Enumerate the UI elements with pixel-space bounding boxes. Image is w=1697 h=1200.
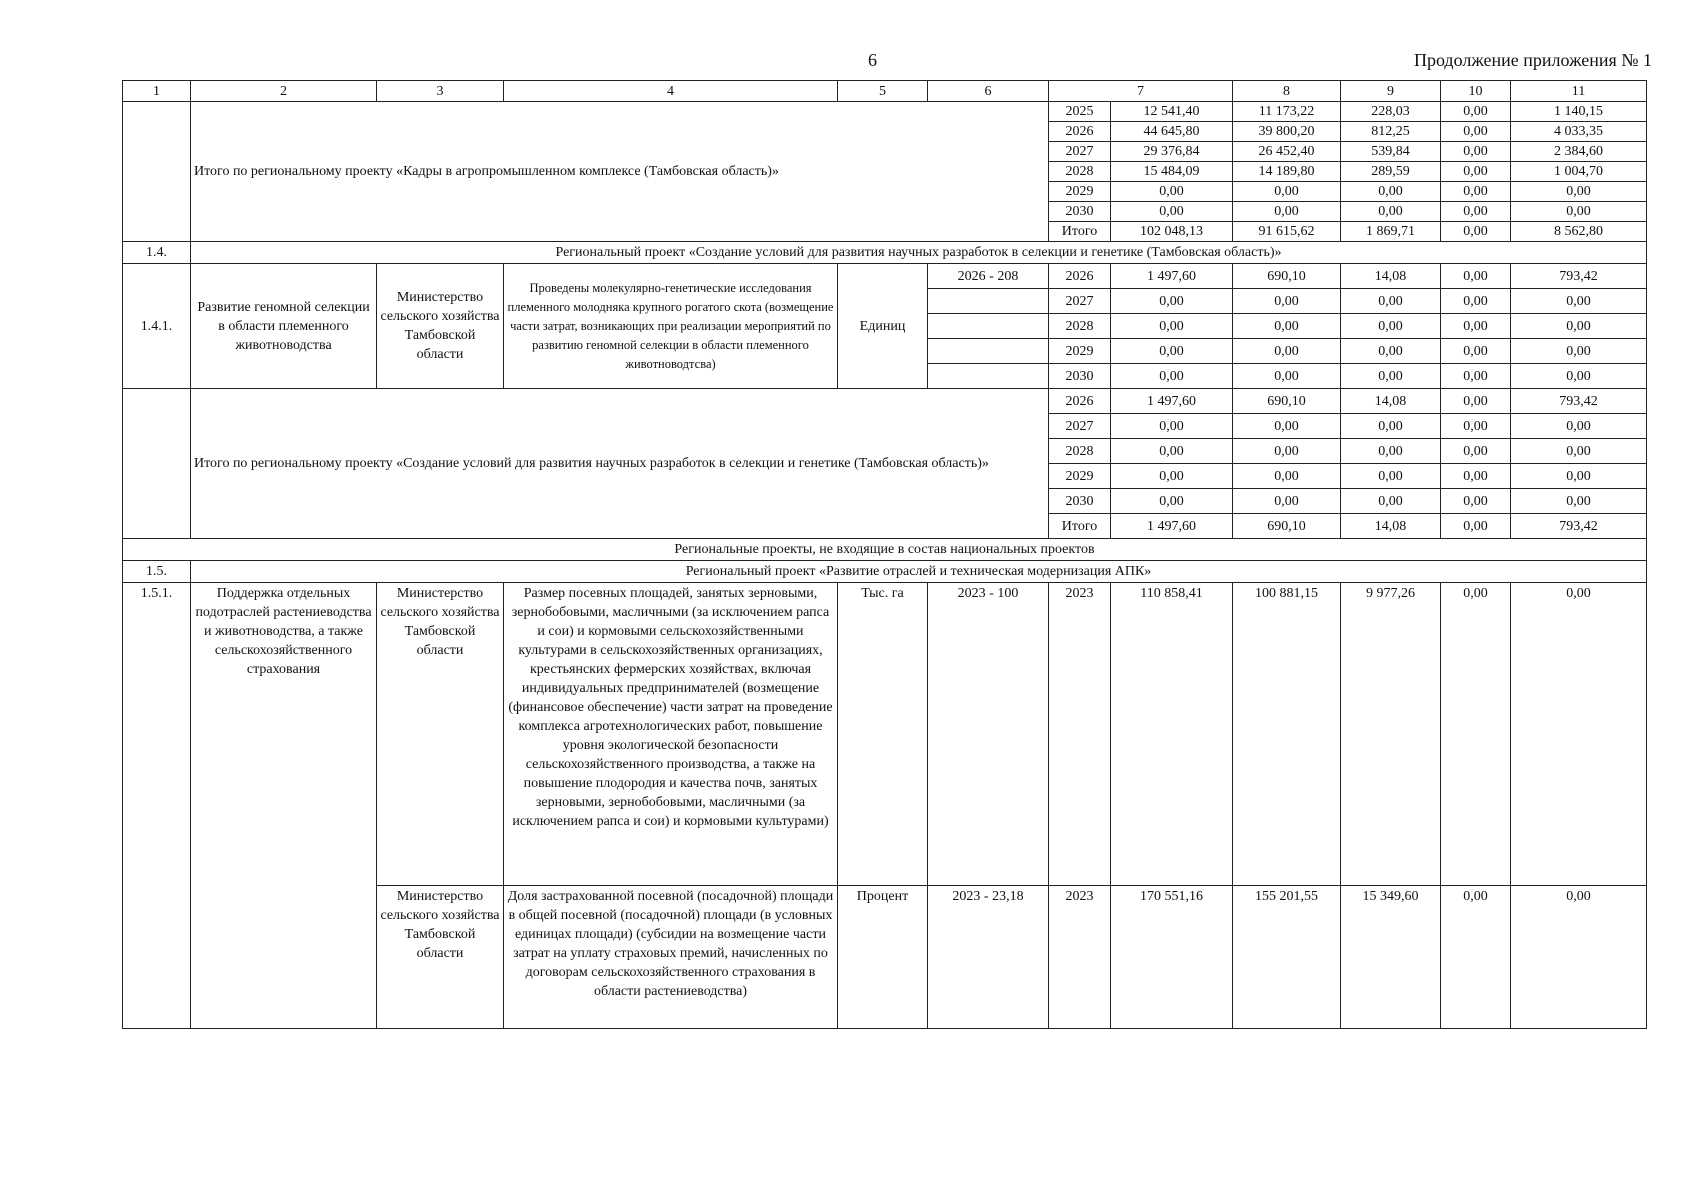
col-header: 7: [1049, 81, 1233, 102]
indicator-cell: Размер посевных площадей, занятых зерновыми, зернобобовыми, масличными (за исключением рапса и сои) и кормовыми сельскохозяйственными культурами в сельскохозяйственных организациях, крестьянских фермерских хозяйствах, включая индивидуальных предпринимателей (возмещение (финансовое обеспечение) части затрат на проведение комплекса агротехнологических работ, повышение уровня экологической безопасности сельскохозяйственного производства, а также на повышение плодородия и качества почв, занятых зерновыми, зернобобовыми, масличными (за исключением рапса и сои) и кормовыми культурами): [504, 583, 838, 886]
amount-cell: 2 384,60: [1511, 142, 1647, 162]
amount-cell: 0,00: [1441, 489, 1511, 514]
amount-cell: 0,00: [1233, 364, 1341, 389]
amount-cell: 0,00: [1441, 886, 1511, 1029]
amount-cell: 1 140,15: [1511, 102, 1647, 122]
year-cell: 2029: [1049, 182, 1111, 202]
item-number: 1.4.1.: [123, 264, 191, 389]
amount-cell: 44 645,80: [1111, 122, 1233, 142]
col-header: 1: [123, 81, 191, 102]
amount-cell: 29 376,84: [1111, 142, 1233, 162]
amount-cell: 9 977,26: [1341, 583, 1441, 886]
amount-cell: 539,84: [1341, 142, 1441, 162]
target-cell: 2023 - 100: [928, 583, 1049, 886]
amount-cell: 14,08: [1341, 264, 1441, 289]
group-heading: Региональные проекты, не входящие в состав национальных проектов: [123, 539, 1647, 561]
amount-cell: 0,00: [1341, 414, 1441, 439]
item-name: Развитие геномной селекции в области племенного животноводства: [191, 264, 377, 389]
indicator-cell: Проведены молекулярно-генетические исследования племенного молодняка крупного рогатого скота (возмещение части затрат, возникающих при реализации мероприятий по развитию геномной селекции в области племенного животноводтсва): [504, 264, 838, 389]
ministry-cell: Министерство сельского хозяйства Тамбовской области: [377, 264, 504, 389]
amount-cell: 0,00: [1441, 414, 1511, 439]
amount-cell: 39 800,20: [1233, 122, 1341, 142]
amount-cell: 12 541,40: [1111, 102, 1233, 122]
amount-cell: 0,00: [1233, 314, 1341, 339]
amount-cell: 690,10: [1233, 389, 1341, 414]
amount-cell: 0,00: [1511, 182, 1647, 202]
continuation-label: Продолжение приложения № 1: [1413, 50, 1652, 70]
amount-cell: 0,00: [1233, 439, 1341, 464]
year-cell: 2027: [1049, 414, 1111, 439]
amount-cell: 0,00: [1511, 202, 1647, 222]
amount-cell: 0,00: [1511, 364, 1647, 389]
amount-cell: 0,00: [1511, 289, 1647, 314]
amount-cell: 1 004,70: [1511, 162, 1647, 182]
year-cell: 2028: [1049, 439, 1111, 464]
amount-cell: 0,00: [1341, 182, 1441, 202]
amount-cell: 690,10: [1233, 264, 1341, 289]
year-cell: 2026: [1049, 389, 1111, 414]
amount-cell: 0,00: [1111, 439, 1233, 464]
year-cell: 2029: [1049, 464, 1111, 489]
year-cell: 2028: [1049, 314, 1111, 339]
amount-cell: 0,00: [1111, 289, 1233, 314]
amount-cell: 1 497,60: [1111, 389, 1233, 414]
amount-cell: 0,00: [1511, 314, 1647, 339]
col-header: 4: [504, 81, 838, 102]
amount-cell: 0,00: [1341, 439, 1441, 464]
indicator-cell: Доля застрахованной посевной (посадочной) площади в общей посевной (посадочной) площади (в условных единицах площади) (субсидии на возмещение части затрат на уплату страховых премий, начисленных по договорам сельскохозяйственного страхования в области растениеводства): [504, 886, 838, 1029]
amount-cell: 0,00: [1441, 464, 1511, 489]
year-cell: 2026: [1049, 122, 1111, 142]
col-header: 3: [377, 81, 504, 102]
empty-cell: [928, 364, 1049, 389]
amount-cell: 0,00: [1341, 464, 1441, 489]
amount-cell: 0,00: [1441, 389, 1511, 414]
amount-cell: 0,00: [1511, 439, 1647, 464]
amount-cell: 0,00: [1341, 364, 1441, 389]
amount-cell: 0,00: [1233, 464, 1341, 489]
amount-cell: 0,00: [1441, 583, 1511, 886]
section-title: Региональный проект «Развитие отраслей и техническая модернизация АПК»: [191, 561, 1647, 583]
amount-cell: 0,00: [1441, 364, 1511, 389]
year-cell: 2029: [1049, 339, 1111, 364]
amount-cell: 155 201,55: [1233, 886, 1341, 1029]
section-title: Региональный проект «Создание условий для развития научных разработок в селекции и генетике (Тамбовская область)»: [191, 242, 1647, 264]
amount-cell: 0,00: [1341, 339, 1441, 364]
amount-cell: 1 497,60: [1111, 514, 1233, 539]
amount-cell: 0,00: [1111, 464, 1233, 489]
col-header: 8: [1233, 81, 1341, 102]
amount-cell: 0,00: [1441, 314, 1511, 339]
col-header: 9: [1341, 81, 1441, 102]
amount-cell: 102 048,13: [1111, 222, 1233, 242]
section-number: 1.5.: [123, 561, 191, 583]
amount-cell: 0,00: [1233, 289, 1341, 314]
empty-cell: [928, 339, 1049, 364]
amount-cell: 1 869,71: [1341, 222, 1441, 242]
col-header: 10: [1441, 81, 1511, 102]
amount-cell: 0,00: [1441, 142, 1511, 162]
amount-cell: 91 615,62: [1233, 222, 1341, 242]
amount-cell: 690,10: [1233, 514, 1341, 539]
empty-cell: [928, 314, 1049, 339]
amount-cell: 0,00: [1511, 886, 1647, 1029]
amount-cell: 0,00: [1233, 339, 1341, 364]
col-header: 5: [838, 81, 928, 102]
page-number: 6: [868, 50, 877, 70]
amount-cell: 0,00: [1341, 314, 1441, 339]
amount-cell: 14,08: [1341, 514, 1441, 539]
amount-cell: 0,00: [1111, 414, 1233, 439]
year-cell: Итого: [1049, 222, 1111, 242]
year-cell: 2030: [1049, 202, 1111, 222]
amount-cell: 0,00: [1441, 264, 1511, 289]
unit-cell: Процент: [838, 886, 928, 1029]
unit-cell: Тыс. га: [838, 583, 928, 886]
ministry-cell: Министерство сельского хозяйства Тамбовской области: [377, 583, 504, 886]
amount-cell: 0,00: [1111, 364, 1233, 389]
amount-cell: 0,00: [1233, 202, 1341, 222]
amount-cell: 1 497,60: [1111, 264, 1233, 289]
target-cell: 2026 - 208: [928, 264, 1049, 289]
amount-cell: 793,42: [1511, 264, 1647, 289]
table-row: [123, 264, 1647, 289]
amount-cell: 0,00: [1341, 289, 1441, 314]
amount-cell: 15 484,09: [1111, 162, 1233, 182]
table-row: [123, 389, 1647, 414]
amount-cell: 0,00: [1441, 289, 1511, 314]
year-cell: 2028: [1049, 162, 1111, 182]
amount-cell: 0,00: [1441, 222, 1511, 242]
amount-cell: 100 881,15: [1233, 583, 1341, 886]
ministry-cell: Министерство сельского хозяйства Тамбовской области: [377, 886, 504, 1029]
amount-cell: 0,00: [1111, 489, 1233, 514]
amount-cell: 0,00: [1233, 414, 1341, 439]
amount-cell: 0,00: [1233, 489, 1341, 514]
amount-cell: 14 189,80: [1233, 162, 1341, 182]
amount-cell: 289,59: [1341, 162, 1441, 182]
year-cell: Итого: [1049, 514, 1111, 539]
amount-cell: 0,00: [1511, 489, 1647, 514]
table-row: [123, 539, 1647, 561]
col-header: 11: [1511, 81, 1647, 102]
table-row: [123, 102, 1647, 122]
year-cell: 2023: [1049, 886, 1111, 1029]
table-row: [123, 561, 1647, 583]
target-cell: 2023 - 23,18: [928, 886, 1049, 1029]
amount-cell: 170 551,16: [1111, 886, 1233, 1029]
amount-cell: 11 173,22: [1233, 102, 1341, 122]
amount-cell: 110 858,41: [1111, 583, 1233, 886]
amount-cell: 0,00: [1441, 514, 1511, 539]
amount-cell: 14,08: [1341, 389, 1441, 414]
amount-cell: 0,00: [1441, 439, 1511, 464]
amount-cell: 793,42: [1511, 514, 1647, 539]
amount-cell: 0,00: [1111, 314, 1233, 339]
table-row: [123, 583, 1647, 886]
amount-cell: 0,00: [1111, 339, 1233, 364]
amount-cell: 0,00: [1511, 583, 1647, 886]
amount-cell: 0,00: [1441, 339, 1511, 364]
total-label: Итого по региональному проекту «Создание условий для развития научных разработок в селекции и генетике (Тамбовская область)»: [191, 389, 1049, 539]
year-cell: 2027: [1049, 142, 1111, 162]
amount-cell: 0,00: [1111, 182, 1233, 202]
empty-cell: [928, 289, 1049, 314]
empty-cell: [123, 389, 191, 539]
amount-cell: 0,00: [1511, 414, 1647, 439]
amount-cell: 812,25: [1341, 122, 1441, 142]
amount-cell: 0,00: [1511, 464, 1647, 489]
amount-cell: 0,00: [1111, 202, 1233, 222]
amount-cell: 0,00: [1441, 102, 1511, 122]
year-cell: 2030: [1049, 489, 1111, 514]
amount-cell: 0,00: [1341, 489, 1441, 514]
year-cell: 2025: [1049, 102, 1111, 122]
col-header: 6: [928, 81, 1049, 102]
col-header: 2: [191, 81, 377, 102]
empty-cell: [123, 102, 191, 242]
amount-cell: 4 033,35: [1511, 122, 1647, 142]
amount-cell: 0,00: [1511, 339, 1647, 364]
item-number: 1.5.1.: [123, 583, 191, 1029]
year-cell: 2026: [1049, 264, 1111, 289]
unit-cell: Единиц: [838, 264, 928, 389]
amount-cell: 0,00: [1441, 122, 1511, 142]
amount-cell: 0,00: [1441, 202, 1511, 222]
year-cell: 2023: [1049, 583, 1111, 886]
amount-cell: 0,00: [1233, 182, 1341, 202]
amount-cell: 15 349,60: [1341, 886, 1441, 1029]
item-name: Поддержка отдельных подотраслей растениеводства и животноводства, а также сельскохозяйственного страхования: [191, 583, 377, 1029]
year-cell: 2030: [1049, 364, 1111, 389]
table-row: [123, 242, 1647, 264]
amount-cell: 228,03: [1341, 102, 1441, 122]
amount-cell: 8 562,80: [1511, 222, 1647, 242]
amount-cell: 793,42: [1511, 389, 1647, 414]
total-label: Итого по региональному проекту «Кадры в агропромышленном комплексе (Тамбовская область)»: [191, 102, 1049, 242]
amount-cell: 0,00: [1341, 202, 1441, 222]
year-cell: 2027: [1049, 289, 1111, 314]
amount-cell: 26 452,40: [1233, 142, 1341, 162]
amount-cell: 0,00: [1441, 162, 1511, 182]
section-number: 1.4.: [123, 242, 191, 264]
budget-table: [122, 80, 1647, 1029]
amount-cell: 0,00: [1441, 182, 1511, 202]
column-header-row: [123, 81, 1647, 102]
